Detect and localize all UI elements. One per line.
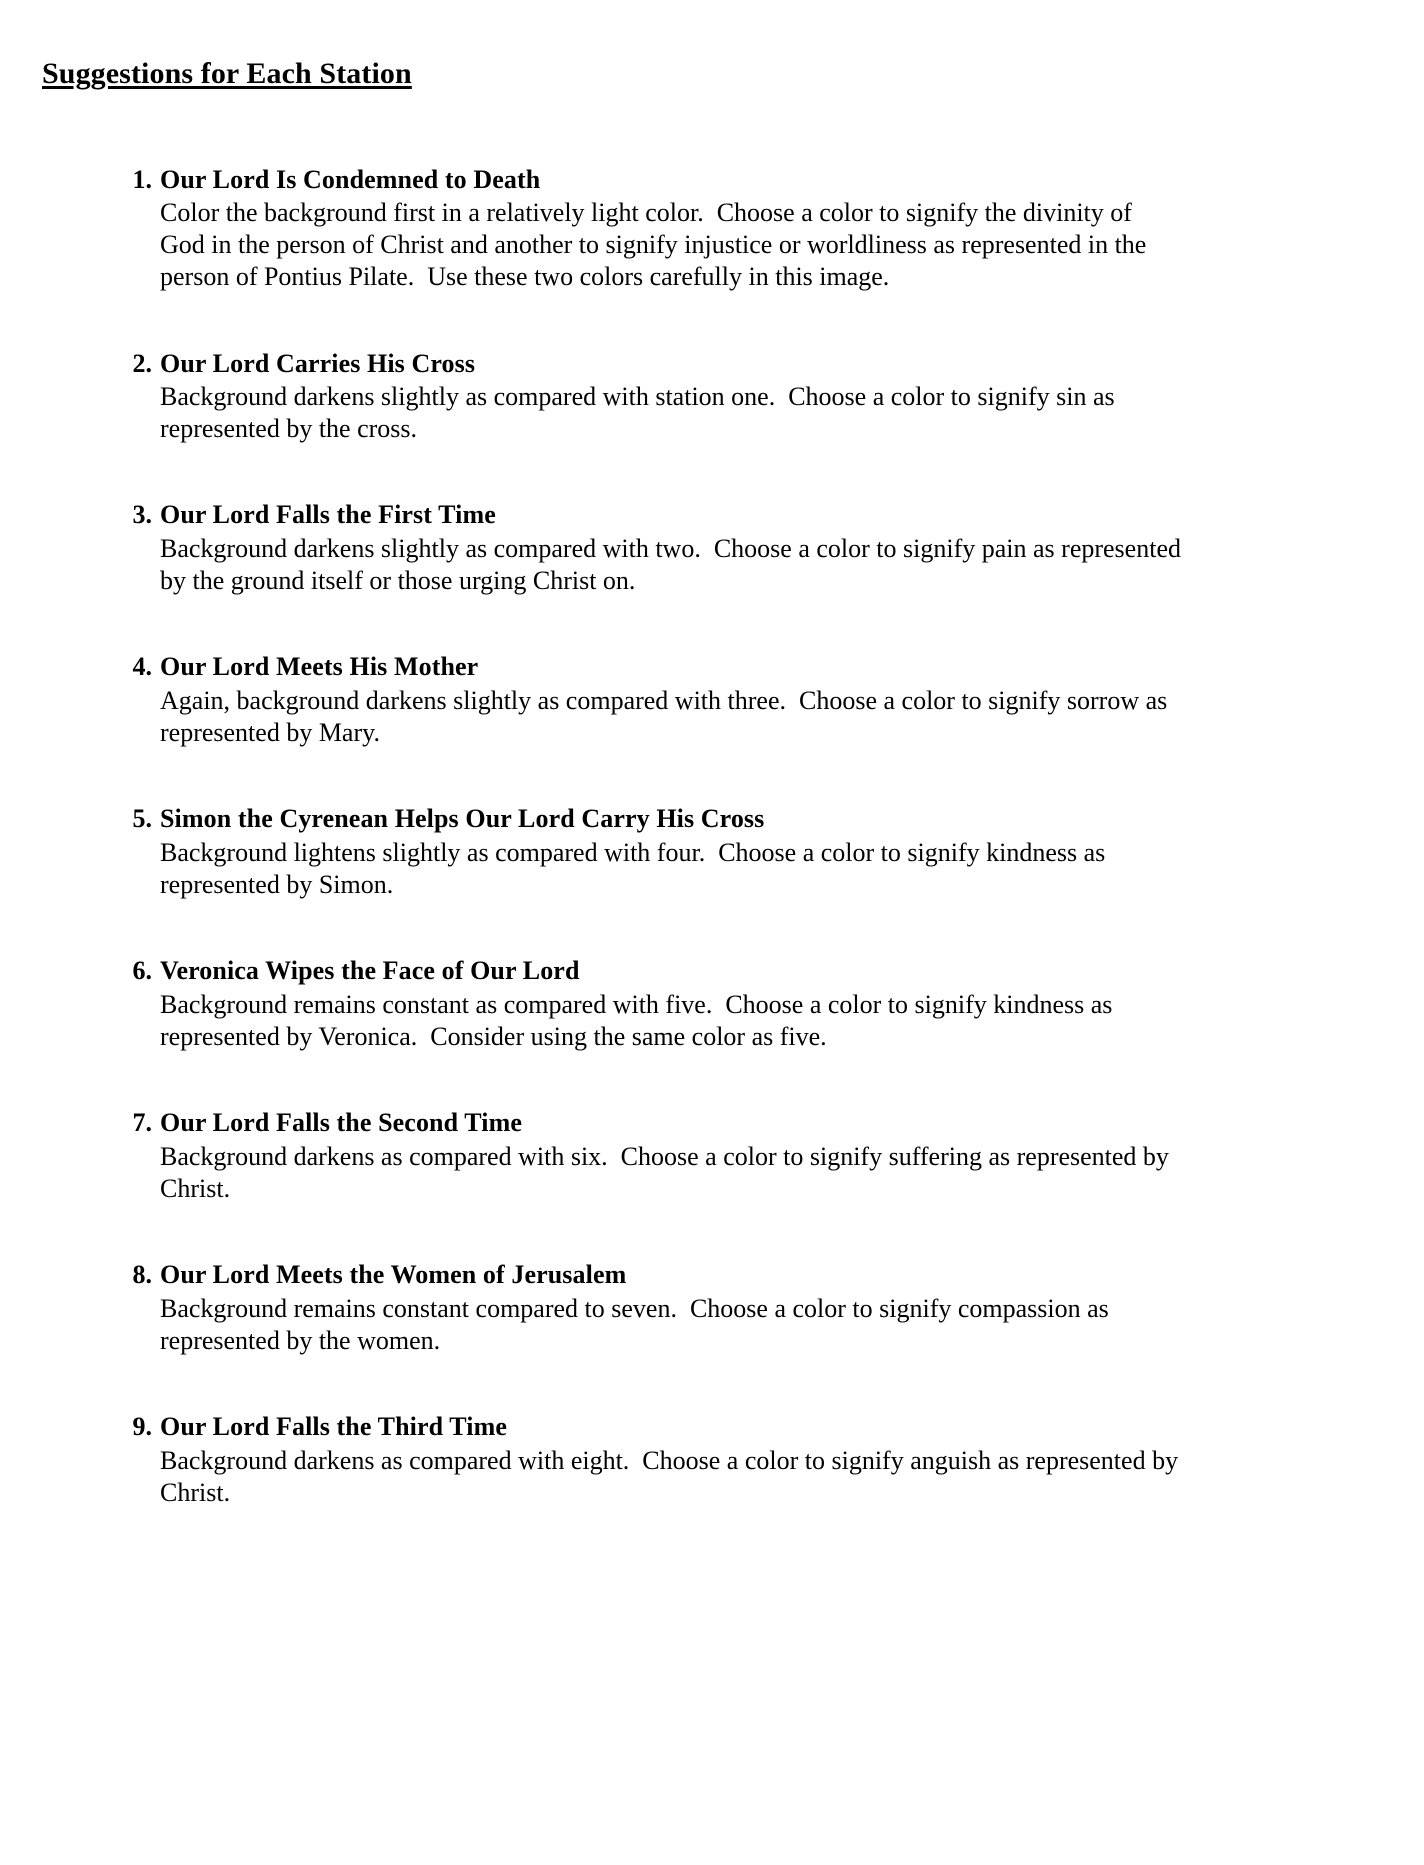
list-item [40, 803, 1328, 901]
list-item [40, 1411, 1328, 1509]
station-heading: Our Lord Is Condemned to Death [160, 164, 541, 194]
station-body: Color the background first in a relatively light color. Choose a color to signify the divinity of God in the person of Christ and another to signify injustice or worldliness as represented in the person of Pontius Pilate. Use these two colors carefully in this image. [160, 198, 1153, 292]
station-number: 7. [132, 1108, 152, 1138]
station-body: Again, background darkens slightly as compared with three. Choose a color to signify sorrow as represented by Mary. [160, 686, 1174, 748]
station-heading: Our Lord Carries His Cross [160, 348, 476, 378]
station-heading: Simon the Cyrenean Helps Our Lord Carry His Cross [160, 804, 765, 834]
station-heading: Veronica Wipes the Face of Our Lord [160, 956, 580, 986]
station-heading: Our Lord Meets His Mother [160, 652, 479, 682]
station-heading: Our Lord Meets the Women of Jerusalem [160, 1260, 627, 1290]
station-number: 6. [132, 956, 152, 986]
station-body: Background darkens as compared with six. Choose a color to signify suffering as represented by Christ. [160, 1141, 1176, 1204]
station-body: Background remains constant as compared with five. Choose a color to signify kindness as represented by Veronica. Consider using the same color as five. [160, 990, 1119, 1052]
list-item [40, 955, 1328, 1053]
station-number: 2. [132, 348, 152, 378]
station-number: 3. [132, 500, 152, 530]
list-item [40, 1259, 1328, 1357]
station-list [40, 164, 1328, 1510]
station-number: 9. [132, 1412, 152, 1442]
station-number: 1. [132, 164, 152, 194]
station-body: Background darkens as compared with eight. Choose a color to signify anguish as represented by Christ. [160, 1445, 1185, 1507]
station-body: Background remains constant compared to seven. Choose a color to signify compassion as represented by the women. [160, 1293, 1116, 1355]
station-heading: Our Lord Falls the Third Time [160, 1412, 507, 1442]
station-body: Background lightens slightly as compared with four. Choose a color to signify kindness as represented by Simon. [160, 838, 1112, 900]
list-item [40, 164, 1328, 294]
station-heading: Our Lord Falls the First Time [160, 500, 496, 530]
station-number: 4. [132, 652, 152, 682]
station-body: Background darkens slightly as compared with two. Choose a color to signify pain as represented by the ground itself or those urging Christ on. [160, 534, 1188, 596]
station-body: Background darkens slightly as compared with station one. Choose a color to signify sin as represented by the cross. [160, 382, 1122, 444]
list-item [40, 499, 1328, 597]
list-item [40, 1107, 1328, 1205]
station-heading: Our Lord Falls the Second Time [160, 1108, 522, 1138]
station-number: 8. [132, 1260, 152, 1290]
page-title: Suggestions for Each Station [42, 57, 412, 90]
station-number: 5. [132, 804, 152, 834]
list-item [40, 348, 1328, 446]
list-item [40, 651, 1328, 749]
